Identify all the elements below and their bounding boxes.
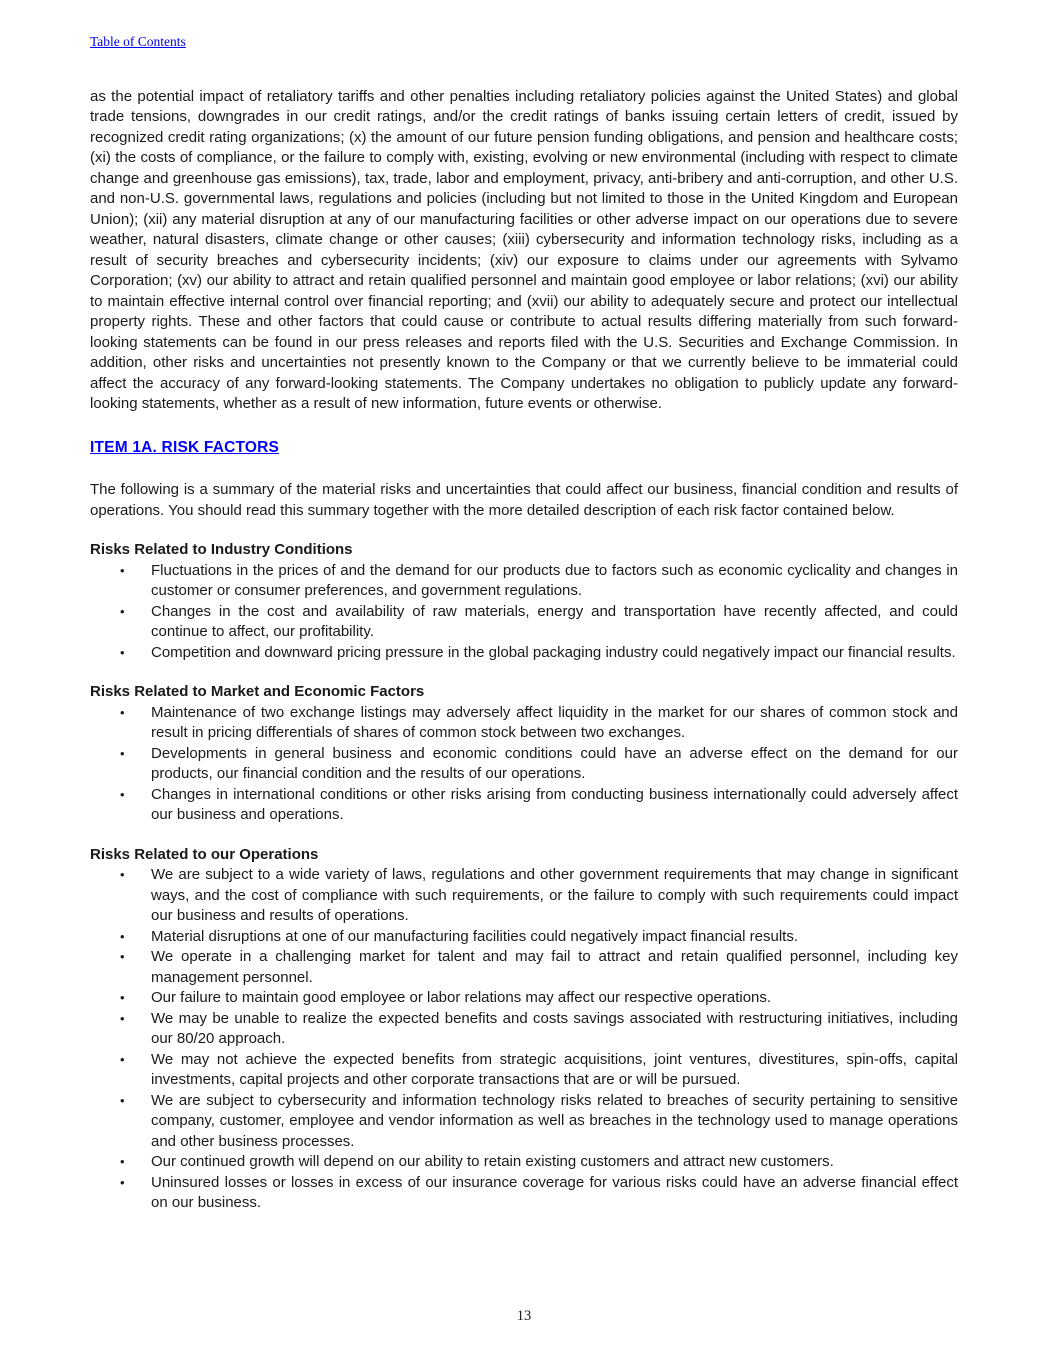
bullet-item: [90, 703, 958, 744]
bullet-item: [90, 947, 958, 988]
bullet-item: [90, 1009, 958, 1050]
bullet-item: [90, 1050, 958, 1091]
bullet-icon: •: [120, 562, 125, 578]
bullet-icon: •: [120, 867, 125, 882]
bullet-text: Developments in general business and economic conditions could have an adverse effect on the demand for our products, our financial condition and the results of our operations.: [151, 744, 958, 782]
bullet-icon: •: [120, 949, 125, 964]
bullet-text: We operate in a challenging market for talent and may fail to attract and retain qualified personnel, including key management personnel.: [151, 948, 958, 986]
bullet-item: [90, 744, 958, 785]
bullet-icon: •: [120, 1154, 125, 1169]
bullet-text: We may be unable to realize the expected benefits and costs savings associated with restructuring initiatives, including our 80/20 approach.: [151, 1009, 958, 1047]
bullet-icon: •: [120, 928, 125, 944]
section-title: Risks Related to Market and Economic Factors: [90, 683, 425, 700]
bullet-text: Fluctuations in the prices of and the demand for our products due to factors such as economic cyclicality and changes in customer or consumer preferences, and government regulations.: [151, 561, 958, 599]
bullet-item: [90, 561, 958, 602]
bullet-text: We are subject to a wide variety of laws, regulations and other government requirements that may change in significant ways, and the cost of compliance with such requirements, or the failure to comply with such requirements could impact our business and results of operations.: [151, 866, 958, 924]
bullet-text: Maintenance of two exchange listings may adversely affect liquidity in the market for our shares of common stock and result in pricing differentials of shares of common stock between two exchanges.: [151, 703, 958, 741]
bullet-text: Uninsured losses or losses in excess of our insurance coverage for various risks could have an adverse financial effect on our business.: [151, 1173, 958, 1211]
bullet-text: We are subject to cybersecurity and information technology risks related to breaches of security pertaining to sensitive company, customer, employee and vendor information as well as breaches in the technology used to manage operations and other business processes.: [151, 1091, 958, 1150]
bullet-icon: •: [120, 786, 125, 802]
bullet-icon: •: [120, 1174, 125, 1190]
bullet-text: Material disruptions at one of our manufacturing facilities could negatively impact financial results.: [151, 927, 798, 945]
item-1a-risk-factors-heading[interactable]: ITEM 1A. RISK FACTORS: [90, 438, 280, 456]
section-title: Risks Related to our Operations: [90, 845, 319, 863]
bullet-icon: •: [120, 704, 125, 720]
bullet-text: Competition and downward pricing pressure in the global packaging industry could negatively impact our financial results.: [151, 643, 956, 661]
bullet-item: [90, 927, 958, 948]
bullet-item: [90, 602, 958, 643]
bullet-item: [90, 1091, 958, 1153]
bullet-text: Our failure to maintain good employee or labor relations may affect our respective operations.: [151, 989, 772, 1006]
bullet-item: [90, 1152, 958, 1173]
bullet-item: [90, 865, 958, 927]
summary-paragraph: The following is a summary of the material risks and uncertainties that could affect our business, financial condition and results of operations. You should read this summary together with the more detailed description of each risk factor contained below.: [90, 481, 958, 519]
section-title: Risks Related to Industry Conditions: [90, 541, 353, 558]
bullet-item: [90, 1173, 958, 1214]
page-number: 13: [516, 1308, 532, 1324]
bullet-text: Our continued growth will depend on our ability to retain existing customers and attract new customers.: [151, 1153, 834, 1170]
bullet-icon: •: [120, 644, 125, 660]
bullet-item: [90, 785, 958, 826]
table-of-contents-link[interactable]: Table of Contents: [90, 34, 186, 49]
bullet-text: We may not achieve the expected benefits from strategic acquisitions, joint ventures, divestitures, spin-offs, capital investments, capital projects and other corporate transactions that are or will be pursued.: [151, 1050, 958, 1088]
risk-section-our-operations: [90, 845, 958, 1214]
bullet-icon: •: [120, 1051, 125, 1067]
bullet-icon: •: [120, 603, 125, 619]
risk-section-market-economic-factors: [90, 682, 958, 826]
bullet-item: [90, 643, 958, 664]
bullet-item: [90, 988, 958, 1009]
bullet-icon: •: [120, 990, 125, 1005]
bullet-icon: •: [120, 1010, 125, 1026]
intro-paragraph: as the potential impact of retaliatory tariffs and other penalties including retaliatory policies against the United States) and global trade tensions, downgrades in our credit ratings, and/or the credit ratings of banks issuing certain letters of credit, issued by recognized credit rating organizations; (x) the amount of our future pension funding obligations, and pension and healthcare costs; (xi) the costs of compliance, or the failure to comply with, existing, evolving or new environmental (including with respect to climate change and greenhouse gas emissions), tax, trade, labor and employment, privacy, anti-bribery and anti-corruption, and other U.S. and non-U.S. governmental laws, regulations and policies (including but not limited to those in the United Kingdom and European Union); (xii) any material disruption at any of our manufacturing facilities or other adverse impact on our operations due to severe weather, natural disasters, climate change or other causes; (xiii) cybersecurity and information technology risks, including as a result of security breaches and cybersecurity incidents; (xiv) our exposure to claims under our agreements with Sylvamo Corporation; (xv) our ability to attract and retain qualified personnel and maintain good employee or labor relations; (xvi) our ability to maintain effective internal control over financial reporting; and (xvii) our ability to adequately secure and protect our intellectual property rights. These and other factors that could cause or contribute to actual results differing materially from such forward-looking statements can be found in our press releases and reports filed with the U.S. Securities and Exchange Commission. In addition, other risks and uncertainties not presently known to the Company or that we currently believe to be immaterial could affect the accuracy of any forward-looking statements. The Company undertakes no obligation to publicly update any forward-looking statements, whether as a result of new information, future events or otherwise.: [90, 87, 958, 412]
bullet-icon: •: [120, 745, 125, 761]
bullet-icon: •: [120, 1092, 125, 1108]
risk-section-industry-conditions: [90, 540, 958, 663]
bullet-text: Changes in the cost and availability of raw materials, energy and transportation have recently affected, and could continue to affect, our profitability.: [151, 602, 958, 640]
bullet-text: Changes in international conditions or other risks arising from conducting business internationally could adversely affect our business and operations.: [151, 785, 958, 823]
